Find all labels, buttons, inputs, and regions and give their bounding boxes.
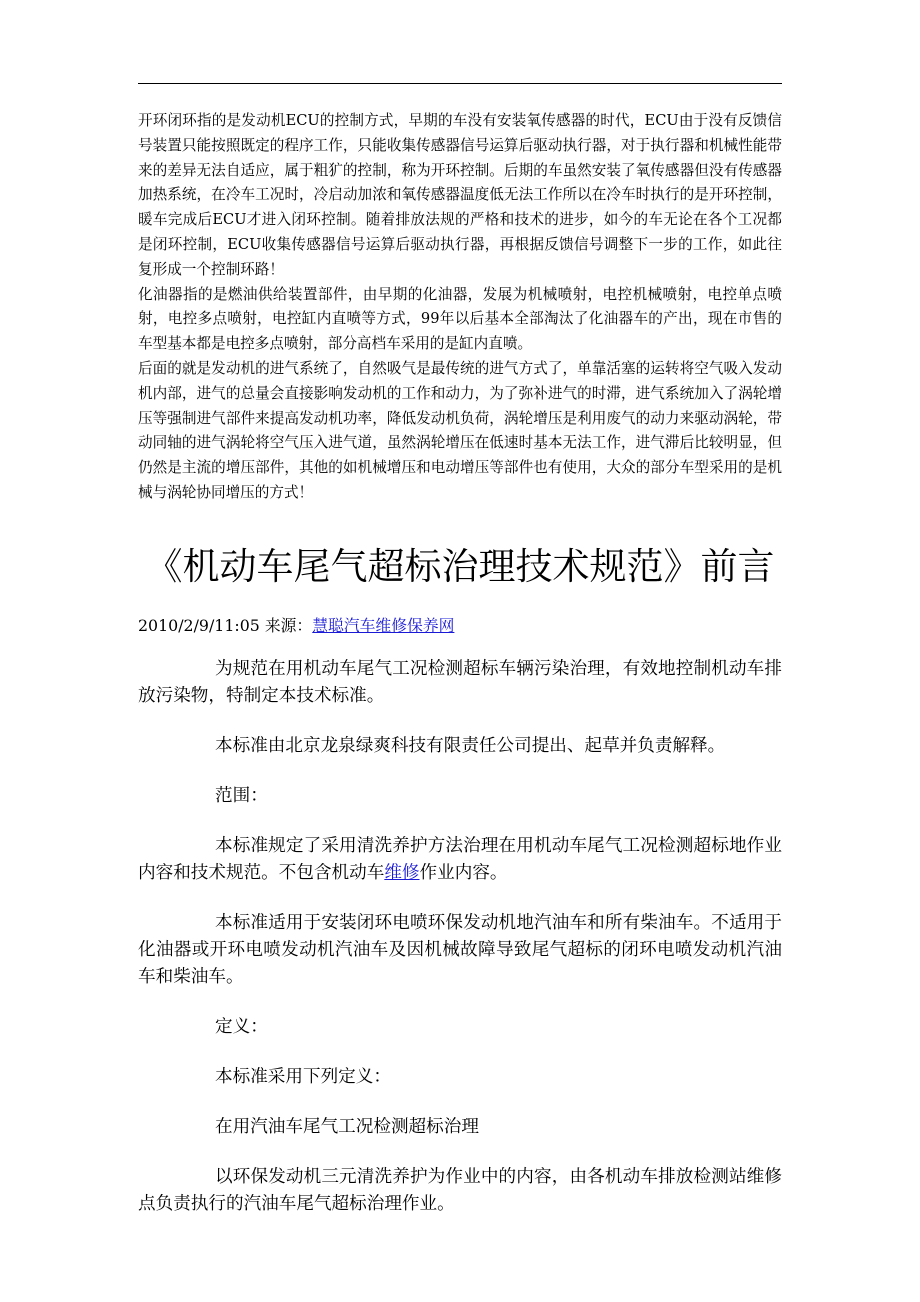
body-paragraph-definition-heading: 定义： xyxy=(215,1017,268,1037)
scope-text-before: 本标准规定了采用清洗养护方法治理在用机动车尾气工况检测超标地作业内容和技术规范。不包含机动车 xyxy=(138,836,782,883)
body-paragraph-term-definition: 以环保发动机三元清洗养护为作业中的内容，由各机动车排放检测站维修点负责执行的汽油车尾气超标治理作业。 xyxy=(138,1167,782,1214)
body-paragraph-applicability: 本标准适用于安装闭环电喷环保发动机地汽油车和所有柴油车。不适用于化油器或开环电喷发动机汽油车及因机械故障导致尾气超标的闭环电喷发动机汽油车和柴油车。 xyxy=(138,913,782,987)
article-body xyxy=(138,656,782,1241)
body-paragraph-purpose: 为规范在用机动车尾气工况检测超标车辆污染治理，有效地控制机动车排放污染物，特制定本技术标准。 xyxy=(138,659,782,706)
header-rule xyxy=(138,83,782,84)
article-meta xyxy=(138,613,782,639)
body-paragraph-term: 在用汽油车尾气工况检测超标治理 xyxy=(215,1117,479,1137)
body-paragraph-scope-heading: 范围： xyxy=(215,786,268,806)
article-title: 《机动车尾气超标治理技术规范》前言 xyxy=(145,545,775,588)
intro-paragraph-intake: 后面的就是发动机的进气系统了，自然吸气是最传统的进气方式了，单靠活塞的运转将空气吸入发动机内部，进气的总量会直接影响发动机的工作和动力，为了弥补进气的时滞，进气系统加入了涡轮增压等强制进气部件来提高发动机功率，降低发动机负荷，涡轮增压是利用废气的动力来驱动涡轮，带动同轴的进气涡轮将空气压入进气道，虽然涡轮增压在低速时基本无法工作，进气滞后比较明显，但仍然是主流的增压部件，其他的如机械增压和电动增压等部件也有使用，大众的部分车型采用的是机械与涡轮协同增压的方式！ xyxy=(138,359,782,501)
source-link[interactable]: 慧聪汽车维修保养网 xyxy=(312,616,455,635)
scope-text-after: 作业内容。 xyxy=(419,863,508,883)
source-label: 来源： xyxy=(264,616,313,635)
intro-paragraph-ecu: 开环闭环指的是发动机ECU的控制方式，早期的车没有安装氧传感器的时代，ECU由于没有反馈信号装置只能按照既定的程序工作，只能收集传感器信号运算后驱动执行器，对于执行器和机械性能带来的差异无法自适应，属于粗犷的控制，称为开环控制。后期的车虽然安装了氧传感器但没有传感器加热系统，在冷车工况时，冷启动加浓和氧传感器温度低无法工作所以在冷车时执行的是开环控制，暖车完成后ECU才进入闭环控制。随着排放法规的严格和技术的进步，如今的车无论在各个工况都是闭环控制，ECU收集传感器信号运算后驱动执行器，再根据反馈信号调整下一步的工作，如此往复形成一个控制环路！ xyxy=(138,112,782,278)
repair-link[interactable]: 维修 xyxy=(384,863,420,883)
body-paragraph-definition-intro: 本标准采用下列定义： xyxy=(215,1067,391,1087)
body-paragraph-author: 本标准由北京龙泉绿爽科技有限责任公司提出、起草并负责解释。 xyxy=(215,736,726,756)
intro-section xyxy=(138,109,782,506)
intro-paragraph-carburetor: 化油器指的是燃油供给装置部件，由早期的化油器，发展为机械喷射，电控机械喷射，电控单点喷射，电控多点喷射，电控缸内直喷等方式，99年以后基本全部淘汰了化油器车的产出，现在市售的车型基本都是电控多点喷射，部分高档车采用的是缸内直喷。 xyxy=(138,285,782,353)
body-paragraph-scope xyxy=(138,833,782,887)
article-date: 2010/2/9/11:05 xyxy=(138,616,260,635)
